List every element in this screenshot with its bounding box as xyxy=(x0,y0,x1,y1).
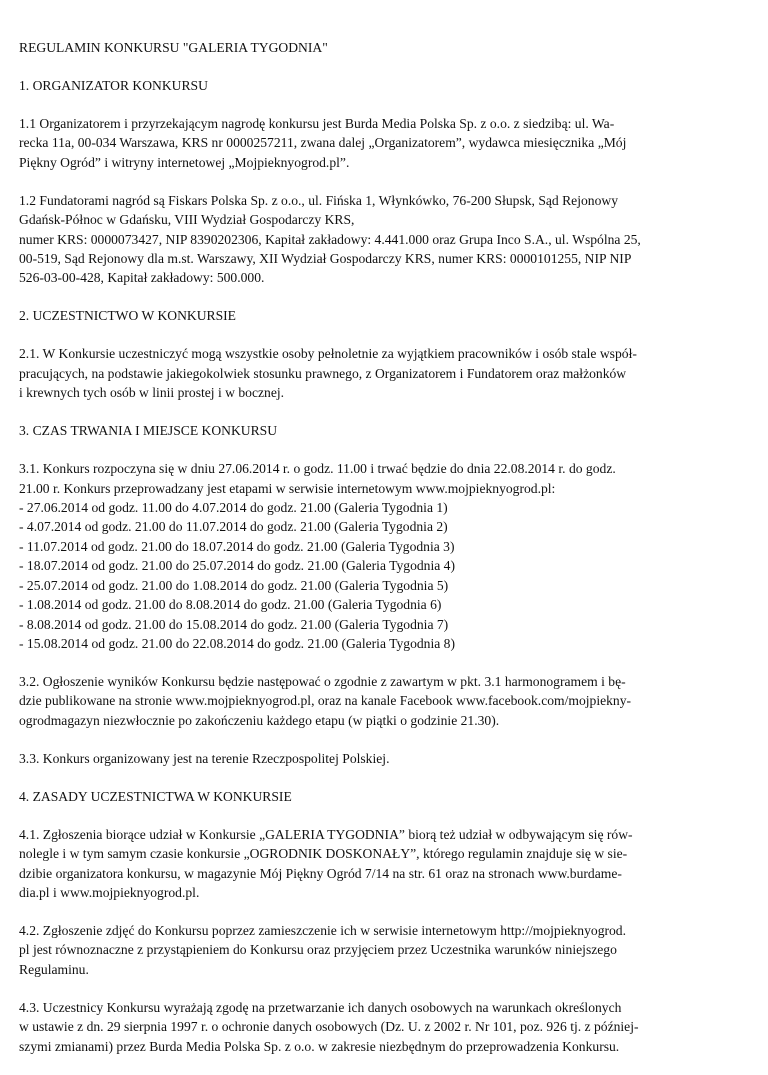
paragraph xyxy=(19,998,725,1056)
section-heading xyxy=(19,76,725,95)
text-line: szymi zmianami) przez Burda Media Polska Sp. z o.o. w zakresie niezbędnym do przeprowadzenia Konkursu. xyxy=(19,1038,620,1054)
section-heading xyxy=(19,787,725,806)
text-line: 526-03-00-428, Kapitał zakładowy: 500.000. xyxy=(19,270,265,286)
text-line: recka 11a, 00-034 Warszawa, KRS nr 0000257211, zwana dalej „Organizatorem”, wydawca miesięcznika „Mój xyxy=(19,135,627,151)
text-line: 4. ZASADY UCZESTNICTWA W KONKURSIE xyxy=(19,788,292,804)
text-line: - 18.07.2014 od godz. 21.00 do 25.07.2014 do godz. 21.00 (Galeria Tygodnia 4) xyxy=(19,558,456,574)
paragraph xyxy=(19,114,725,172)
document-title xyxy=(19,38,725,57)
text-line: Gdańsk-Północ w Gdańsku, VIII Wydział Gospodarczy KRS, xyxy=(19,212,355,228)
paragraph xyxy=(19,749,725,768)
text-line: numer KRS: 0000073427, NIP 8390202306, Kapitał zakładowy: 4.441.000 oraz Grupa Inco S.A., ul. Wspólna 25, xyxy=(19,231,641,247)
text-line: - 8.08.2014 od godz. 21.00 do 15.08.2014 do godz. 21.00 (Galeria Tygodnia 7) xyxy=(19,616,449,632)
text-line: dia.pl i www.mojpieknyogrod.pl. xyxy=(19,884,200,900)
section-heading xyxy=(19,421,725,440)
text-line: dzibie organizatora konkursu, w magazynie Mój Piękny Ogród 7/14 na str. 61 oraz na stronach www.burdame- xyxy=(19,865,622,881)
text-line: i krewnych tych osób w linii prostej i w bocznej. xyxy=(19,385,285,401)
paragraph xyxy=(19,672,725,730)
text-line: nolegle i w tym samym czasie konkursie „OGRODNIK DOSKONAŁY”, którego regulamin znajduje się w sie- xyxy=(19,846,628,862)
text-line: Regulaminu. xyxy=(19,961,89,977)
text-line: 1.1 Organizatorem i przyrzekającym nagrodę konkursu jest Burda Media Polska Sp. z o.o. z siedzibą: ul. Wa- xyxy=(19,116,615,131)
text-line: - 11.07.2014 od godz. 21.00 do 18.07.2014 do godz. 21.00 (Galeria Tygodnia 3) xyxy=(19,538,455,554)
text-line: 3.1. Konkurs rozpoczyna się w dniu 27.06.2014 r. o godz. 11.00 i trwać będzie do dnia 22.08.2014 r. do godz. xyxy=(19,461,616,477)
text-line: - 4.07.2014 od godz. 21.00 do 11.07.2014 do godz. 21.00 (Galeria Tygodnia 2) xyxy=(19,519,448,535)
text-line: - 1.08.2014 od godz. 21.00 do 8.08.2014 do godz. 21.00 (Galeria Tygodnia 6) xyxy=(19,597,442,613)
text-line: pracujących, na podstawie jakiegokolwiek stosunku prawnego, z Organizatorem i Fundatorem oraz małżonków xyxy=(19,365,627,381)
section-heading xyxy=(19,306,725,325)
paragraph xyxy=(19,921,725,979)
text-line: w ustawie z dn. 29 sierpnia 1997 r. o ochronie danych osobowych (Dz. U. z 2002 r. Nr 101, poz. 926 tj. z później- xyxy=(19,1019,639,1035)
text-line: 3.2. Ogłoszenie wyników Konkursu będzie następować o zgodnie z zawartym w pkt. 3.1 harmonogramem i bę- xyxy=(19,673,626,689)
document-body xyxy=(19,76,725,1056)
text-line: pl jest równoznaczne z przystąpieniem do Konkursu oraz przyjęciem przez Uczestnika warunków niniejszego xyxy=(19,942,617,958)
document-page xyxy=(19,38,725,1075)
text-line: - 15.08.2014 od godz. 21.00 do 22.08.2014 do godz. 21.00 (Galeria Tygodnia 8) xyxy=(19,635,456,651)
text-line: 21.00 r. Konkurs przeprowadzany jest etapami w serwisie internetowym www.mojpieknyogrod.pl: xyxy=(19,480,556,496)
text-line: 1.2 Fundatorami nagród są Fiskars Polska Sp. z o.o., ul. Fińska 1, Włynkówko, 76-200 Słupsk, Sąd Rejonowy xyxy=(19,192,618,208)
text-line: dzie publikowane na stronie www.mojpieknyogrod.pl, oraz na kanale Facebook www.facebook.com/mojpiekny- xyxy=(19,693,632,709)
text-line: 00-519, Sąd Rejonowy dla m.st. Warszawy, XII Wydział Gospodarczy KRS, numer KRS: 0000101255, NIP NIP xyxy=(19,251,632,267)
text-line: 2.1. W Konkursie uczestniczyć mogą wszystkie osoby pełnoletnie za wyjątkiem pracowników i osób stale współ- xyxy=(19,346,637,362)
document-title-text: REGULAMIN KONKURSU "GALERIA TYGODNIA" xyxy=(19,40,328,55)
text-line: 3. CZAS TRWANIA I MIEJSCE KONKURSU xyxy=(19,423,278,439)
text-line: 2. UCZESTNICTWO W KONKURSIE xyxy=(19,308,236,324)
text-line: 4.1. Zgłoszenia biorące udział w Konkursie „GALERIA TYGODNIA” biorą też udział w odbywającym się rów- xyxy=(19,826,633,842)
paragraph xyxy=(19,459,725,653)
text-line: 4.3. Uczestnicy Konkursu wyrażają zgodę na przetwarzanie ich danych osobowych na warunkach określonych xyxy=(19,999,622,1015)
paragraph xyxy=(19,344,725,402)
text-line: 1. ORGANIZATOR KONKURSU xyxy=(19,78,208,93)
text-line: - 27.06.2014 od godz. 11.00 do 4.07.2014 do godz. 21.00 (Galeria Tygodnia 1) xyxy=(19,500,448,516)
text-line: 4.2. Zgłoszenie zdjęć do Konkursu poprzez zamieszczenie ich w serwisie internetowym http://mojpieknyogrod. xyxy=(19,922,627,938)
paragraph xyxy=(19,825,725,903)
paragraph xyxy=(19,191,725,288)
text-line: - 25.07.2014 od godz. 21.00 do 1.08.2014 do godz. 21.00 (Galeria Tygodnia 5) xyxy=(19,577,449,593)
text-line: Piękny Ogród” i witryny internetowej „Mojpieknyogrod.pl”. xyxy=(19,154,350,170)
text-line: ogrodmagazyn niezwłocznie po zakończeniu każdego etapu (w piątki o godzinie 21.30). xyxy=(19,712,500,728)
text-line: 3.3. Konkurs organizowany jest na terenie Rzeczpospolitej Polskiej. xyxy=(19,750,390,766)
